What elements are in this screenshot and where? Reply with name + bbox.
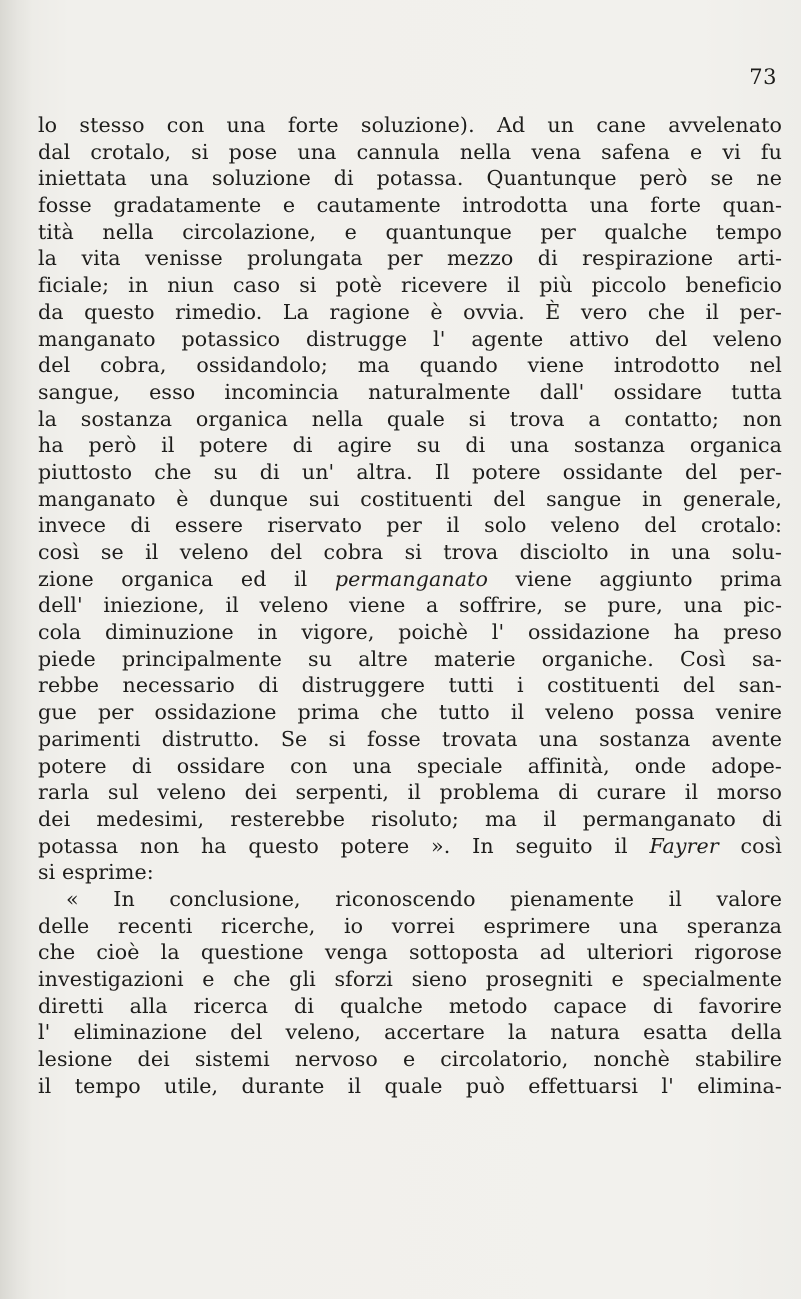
italic-term: permanganato <box>334 566 489 591</box>
italic-author-name: Fayrer <box>649 833 719 858</box>
text-line: che cioè la questione venga sottoposta ad ulteriori rigorose <box>38 940 782 965</box>
page-number: 73 <box>749 65 777 89</box>
text-line: rebbe necessario di distruggere tutti i costituenti del san- <box>38 673 782 698</box>
text-line: fosse gradatamente e cautamente introdotta una forte quan- <box>38 193 782 218</box>
text-line: potere di ossidare con una speciale affinità, onde adope- <box>38 753 782 778</box>
text-line: così se il veleno del cobra si trova disciolto in una solu- <box>38 540 782 564</box>
page-gutter-shadow <box>0 0 32 1299</box>
text-line: ficiale; in niun caso si potè ricevere il più piccolo beneficio <box>38 273 782 298</box>
text-line-paragraph-end: si esprime: <box>38 860 154 885</box>
text-line-quote-start: « In conclusione, riconoscendo pienamente il valore <box>66 886 782 911</box>
text-line: lesione dei sistemi nervoso e circolatorio, nonchè stabilire <box>38 1047 782 1072</box>
body-text <box>38 112 782 1099</box>
text-line: da questo rimedio. La ragione è ovvia. È vero che il per- <box>38 299 782 324</box>
text-segment: potassa non ha questo potere ». In seguito il <box>38 833 650 858</box>
text-segment: così <box>718 833 782 858</box>
text-line: tità nella circolazione, e quantunque per qualche tempo <box>38 219 782 244</box>
text-line: dei medesimi, resterebbe risoluto; ma il permanganato di <box>38 806 782 831</box>
text-line: iniettata una soluzione di potassa. Quantunque però se ne <box>38 166 782 191</box>
text-line: manganato è dunque sui costituenti del sangue in generale, <box>38 486 782 511</box>
text-line: la sostanza organica nella quale si trova a contatto; non <box>38 406 782 431</box>
text-line: piuttosto che su di un' altra. Il potere ossidante del per- <box>38 459 782 484</box>
text-line: ha però il potere di agire su di una sostanza organica <box>38 433 782 458</box>
text-line: sangue, esso incomincia naturalmente dall' ossidare tutta <box>38 379 782 404</box>
text-line: dell' iniezione, il veleno viene a soffrire, se pure, una pic- <box>38 593 782 618</box>
text-line: del cobra, ossidandolo; ma quando viene introdotto nel <box>38 353 782 378</box>
text-segment: zione organica ed il <box>38 566 335 591</box>
text-line: parimenti distrutto. Se si fosse trovata una sostanza avente <box>38 726 782 751</box>
text-line: l' eliminazione del veleno, accertare la natura esatta della <box>38 1020 782 1045</box>
text-line: manganato potassico distrugge l' agente attivo del veleno <box>38 326 782 351</box>
text-line <box>38 566 782 593</box>
text-line: invece di essere riservato per il solo veleno del crotalo: <box>38 513 782 538</box>
text-line: cola diminuzione in vigore, poichè l' ossidazione ha preso <box>38 620 782 645</box>
text-line: piede principalmente su altre materie organiche. Così sa- <box>38 646 782 671</box>
text-line: rarla sul veleno dei serpenti, il problema di curare il morso <box>38 780 782 805</box>
text-segment: viene aggiunto prima <box>488 566 782 591</box>
text-line: dal crotalo, si pose una cannula nella vena safena e vi fu <box>38 139 782 164</box>
text-line: lo stesso con una forte soluzione). Ad un cane avvelenato <box>38 113 782 137</box>
text-line <box>38 833 782 860</box>
text-line: delle recenti ricerche, io vorrei esprimere una speranza <box>38 913 782 938</box>
text-line: gue per ossidazione prima che tutto il veleno possa venire <box>38 700 782 725</box>
text-line: la vita venisse prolungata per mezzo di respirazione arti- <box>38 246 782 271</box>
text-line: investigazioni e che gli sforzi sieno prosegniti e specialmente <box>38 967 782 991</box>
text-line: il tempo utile, durante il quale può effettuarsi l' elimina- <box>38 1073 782 1098</box>
text-line: diretti alla ricerca di qualche metodo capace di favorire <box>38 993 782 1018</box>
